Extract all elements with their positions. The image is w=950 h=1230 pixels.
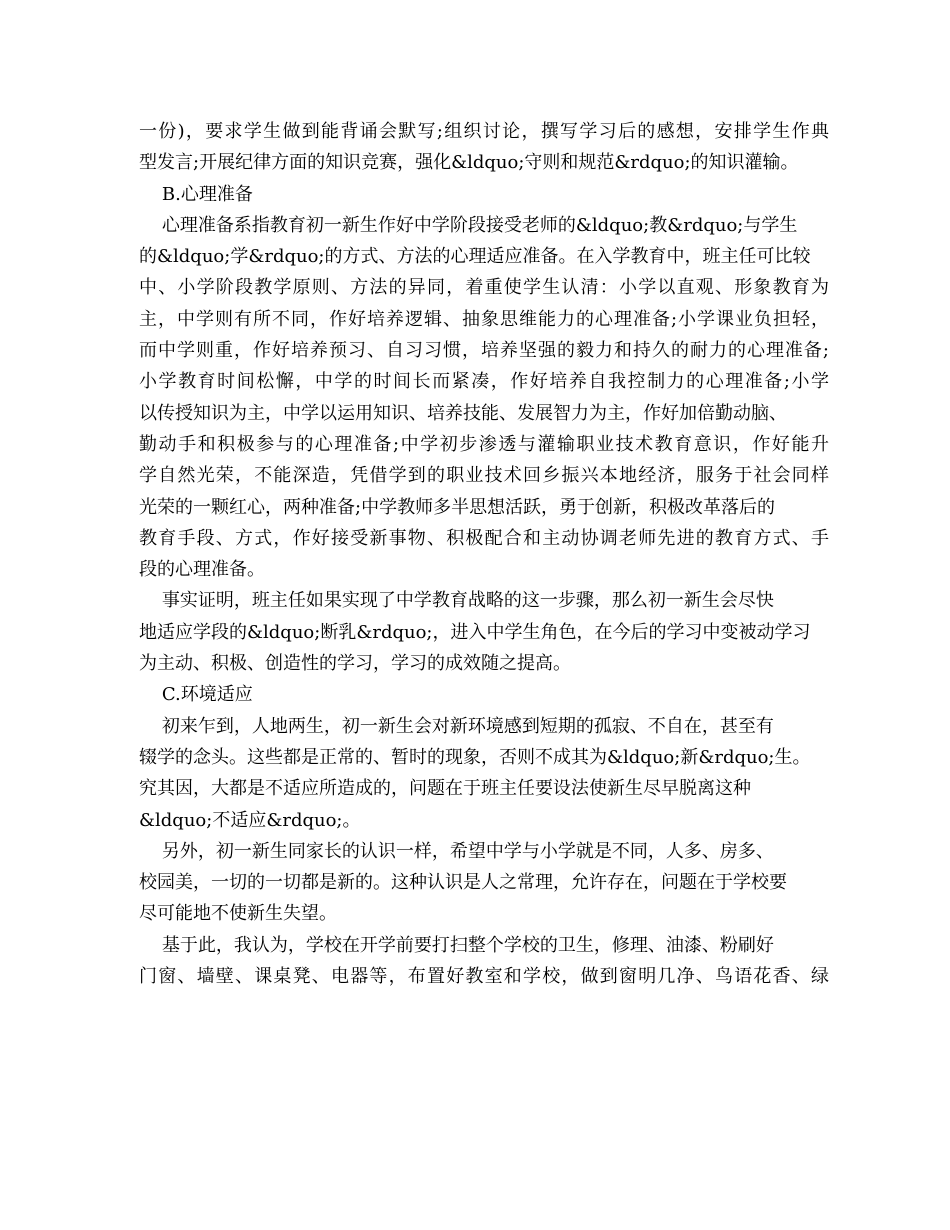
text-line: &ldquo;不适应&rdquo;。 [139, 809, 361, 831]
text-line: 心理准备系指教育初一新生作好中学阶段接受老师的&ldquo;教&rdquo;与学生 [139, 214, 798, 236]
section-heading: B.心理准备 [139, 183, 253, 205]
text-line: 主，中学则有所不同，作好培养逻辑、抽象思维能力的心理准备;小学课业负担轻， [139, 308, 829, 330]
text-line: 尽可能地不使新生失望。 [139, 903, 337, 925]
text-line: 以传授知识为主，中学以运用知识、培养技能、发展智力为主，作好加倍勤动脑、 [139, 402, 787, 424]
text-line: 地适应学段的&ldquo;断乳&rdquo;，进入中学生角色，在今后的学习中变被动学习 [139, 621, 811, 643]
text-line: 门窗、墙壁、课桌凳、电器等，布置好教室和学校，做到窗明几净、鸟语花香、绿 [139, 966, 829, 988]
text-line: 光荣的一颗红心，两种准备;中学教师多半思想活跃，勇于创新，积极改革落后的 [139, 496, 776, 518]
text-line: 究其因，大都是不适应所造成的，问题在于班主任要设法使新生尽早脱离这种 [139, 778, 751, 800]
text-line: 辍学的念头。这些都是正常的、暂时的现象，否则不成其为&ldquo;新&rdquo;生。 [139, 746, 811, 768]
text-line: 中、小学阶段教学原则、方法的异同，着重使学生认清：小学以直观、形象教育为 [139, 277, 829, 299]
text-line: 学自然光荣，不能深造，凭借学到的职业技术回乡振兴本地经济，服务于社会同样 [139, 465, 829, 487]
text-line: 事实证明，班主任如果实现了中学教育战略的这一步骤，那么初一新生会尽快 [139, 590, 774, 612]
text-line: 小学教育时间松懈，中学的时间长而紧凑，作好培养自我控制力的心理准备;小学 [139, 371, 829, 393]
text-line: 另外，初一新生同家长的认识一样，希望中学与小学就是不同，人多、房多、 [139, 840, 774, 862]
section-heading: C.环境适应 [139, 684, 253, 706]
text-line: 教育手段、方式，作好接受新事物、积极配合和主动协调老师先进的教育方式、手 [139, 527, 829, 549]
text-line: 初来乍到，人地两生，初一新生会对新环境感到短期的孤寂、不自在，甚至有 [139, 715, 774, 737]
text-line: 基于此，我认为，学校在开学前要打扫整个学校的卫生，修理、油漆、粉刷好 [139, 934, 774, 956]
text-line: 段的心理准备。 [139, 559, 265, 581]
text-line: 校园美，一切的一切都是新的。这种认识是人之常理，允许存在，问题在于学校要 [139, 872, 787, 894]
text-line: 勤动手和积极参与的心理准备;中学初步渗透与灌输职业技术教育意识，作好能升 [139, 433, 829, 455]
text-line: 型发言;开展纪律方面的知识竞赛，强化&ldquo;守则和规范&rdquo;的知识灌输。 [139, 152, 799, 174]
text-line: 为主动、积极、创造性的学习，学习的成效随之提高。 [139, 653, 571, 675]
text-line: 而中学则重，作好培养预习、自习习惯，培养坚强的毅力和持久的耐力的心理准备; [139, 340, 829, 362]
document-body [139, 116, 829, 992]
text-line: 的&ldquo;学&rdquo;的方式、方法的心理适应准备。在入学教育中，班主任可比较 [139, 246, 811, 268]
text-line: 一份)，要求学生做到能背诵会默写;组织讨论，撰写学习后的感想，安排学生作典 [139, 121, 829, 142]
